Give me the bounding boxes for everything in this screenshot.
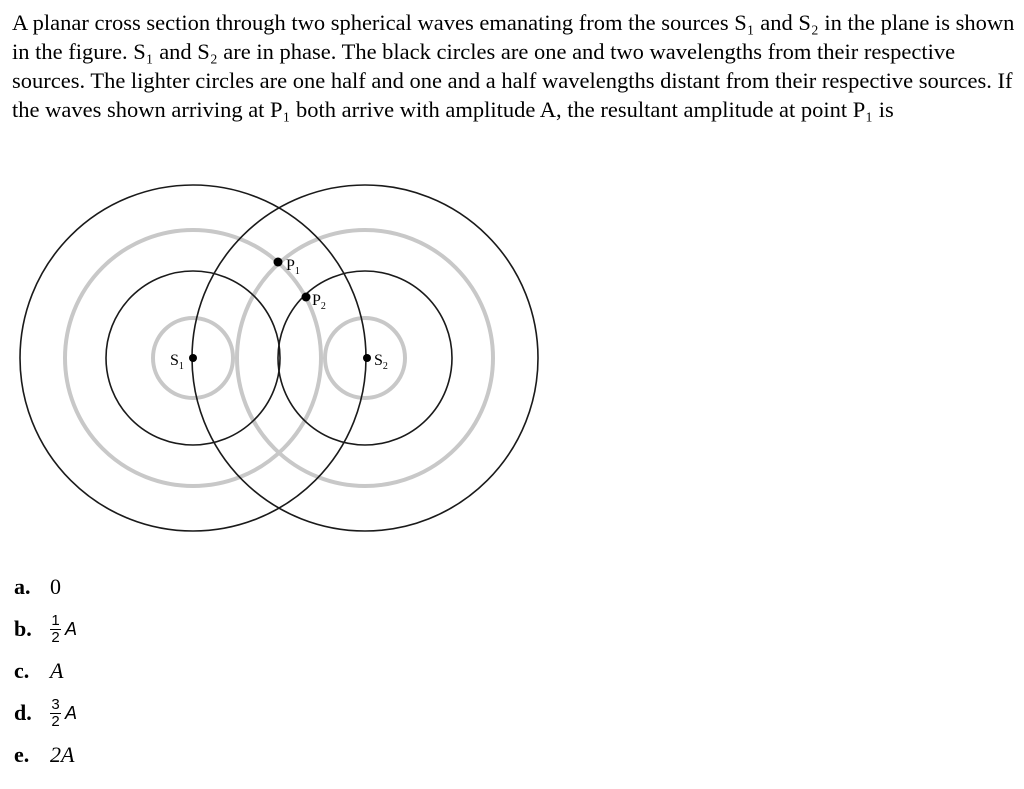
choice-value: 0 [50,574,61,599]
fraction-numerator: 1 [51,611,60,629]
fraction [50,697,61,730]
label-s2: $S_2$ [374,352,388,372]
label-s1: $S_1$ [170,352,184,372]
choice-letter: b. [14,616,32,641]
label-p2: $P_2$ [312,292,326,312]
amplitude-symbol: A [65,702,78,723]
choice-b[interactable] [14,608,77,650]
wave-diagram [0,170,560,550]
point-p1-dot [274,258,283,267]
amplitude-symbol: A [65,618,78,639]
choice-letter: a. [14,574,31,599]
choice-letter: d. [14,700,32,725]
source-s2-dot [363,354,371,362]
choice-value [50,697,77,730]
fraction-numerator: 3 [51,695,60,713]
choice-letter: e. [14,742,30,767]
choice-value: A [50,658,64,683]
choice-value [50,613,77,646]
choice-a[interactable] [14,566,77,608]
point-p2-dot [302,293,311,302]
question-text: A planar cross section through two spherical waves emanating from the sources S₁ and S₂ in the plane is shown in the figure. S₁ and S₂ are in phase. The black circles are one and two wavelengths from their respective sources. The lighter circles are one half and one and a half wavelengths distant from their respective sources. If the waves shown arriving at P₁ both arrive with amplitude A, the resultant amplitude at point P₁ is [12,10,1015,122]
label-p1: $P_1$ [286,257,300,277]
choice-d[interactable] [14,692,77,734]
fraction [50,613,61,646]
choice-letter: c. [14,658,30,683]
fraction-denominator: 2 [51,712,60,730]
choice-value: 2A [50,742,75,767]
fraction-denominator: 2 [51,628,60,646]
choice-c[interactable] [14,650,77,692]
source-s1-dot [189,354,197,362]
answer-choices [14,566,77,776]
choice-e[interactable] [14,734,77,776]
